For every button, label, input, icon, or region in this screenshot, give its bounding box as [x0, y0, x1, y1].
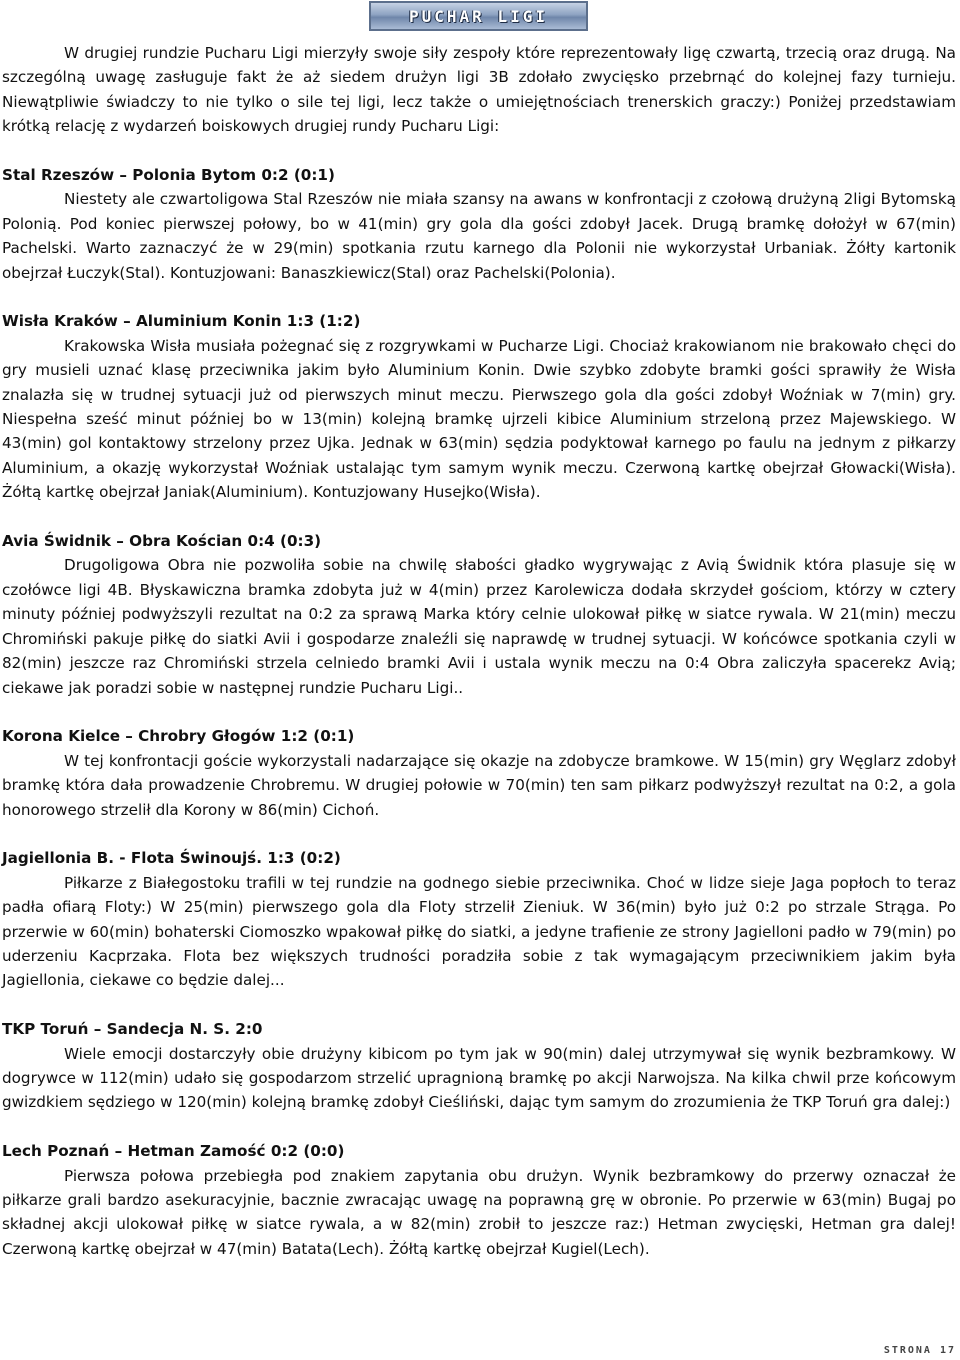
match-section-wisla-aluminium: [2, 309, 956, 504]
match-report: Piłkarze z Białegostoku trafili w tej rundzie na godnego siebie przeciwnika. Choć w lidze sieje Jaga popłoch to teraz padła ofiarą Floty:) W 25(min) pierwszego gola dla Floty strzelił Zieniuk. W 36(min) było już 0:2 po strzale Strąga. Po przerwie w 60(min) bohaterski Ciomoszko wpakował piłkę do siatki, a jedyne trafienie ze strony Jagielloni padło w 79(min) po uderzeniu Kacprzaka. Flota bez większych trudności poradziła sobie z tak wymagającym przeciwnikiem jakim była Jagiellonia, ciekawe co będzie dalej...: [2, 873, 956, 990]
match-section-avia-obra: [2, 529, 956, 700]
match-section-tkp-sandecja: [2, 1017, 956, 1115]
match-section-jagiellonia-flota: [2, 846, 956, 992]
page-number: STRONA 17: [883, 1345, 956, 1356]
match-report: Niestety ale czwartoligowa Stal Rzeszów nie miała szansy na awans w konfrontacji z czołową drużyną 2ligi Bytomską Polonią. Pod koniec pierwszej połowy, bo w 41(min) gry gola dla gości zdobył Jacek. Drugą bramkę dołożył w 67(min) Pachelski. Warto zaznaczyć że w 29(min) spotkania rzutu karnego dla Polonii nie wykorzystał Urbaniak. Żółty kartonik obejrzał Łuczyk(Stal). Kontuzjowani: Banaszkiewicz(Stal) oraz Pachelski(Polonia).: [2, 190, 956, 282]
header-title: PUCHAR LIGI: [409, 6, 548, 26]
page-header-banner: [369, 1, 588, 31]
match-report: Krakowska Wisła musiała pożegnać się z rozgrywkami w Pucharze Ligi. Chociaż krakowianom nie brakowało chęci do gry musieli uznać klasę przeciwnika jakim było Aluminium Konin. Dwie szybko zdobyte bramki gości sprawiły że Wisła znalazła się w trudnej sytuacji już od pierwszych minut meczu. Pierwszego gola dla gości zdobył Woźniak w 7(min) gry. Niespełna sześć minut później bo w 13(min) kolejną bramkę ujrzeli kibice Aluminium strzeloną przez Majewskiego. W 43(min) gol kontaktowy strzelony przez Ujka. Jednak w 63(min) sędzia podyktował karnego po faulu na jednym z piłkarzy Aluminium, a okazję wykorzystał Woźniak ustalając tym samym wynik meczu. Czerwoną kartkę obejrzał Głowacki(Wisła). Żółtą kartkę obejrzał Janiak(Aluminium). Kontuzjowany Husejko(Wisła).: [2, 336, 956, 502]
match-title: TKP Toruń – Sandecja N. S. 2:0: [2, 1020, 263, 1039]
article-body: [2, 41, 956, 1261]
match-title: Lech Poznań – Hetman Zamość 0:2 (0:0): [2, 1142, 345, 1161]
match-report: Drugoligowa Obra nie pozwoliła sobie na chwilę słabości gładko wygrywając z Avią Świdnik która plasuje się w czołówce ligi 4B. Błyskawiczna bramka zdobyta już w 4(min) przez Karolewicza dodała skrzydeł gościom, którzy w cztery minuty później podwyższyli rezultat na 0:2 za sprawą Marka który celnie ulokował piłkę w siatce rywala. W 21(min) meczu Chromiński pakuje piłkę do siatki Avii i gospodarze znaleźli się naprawdę w trudnej sytuacji. W końcówce spotkania czyli w 82(min) jeszcze raz Chromiński strzela celniedo bramki Avii i ustala wynik meczu na 0:4 Obra zaliczyła spacerekz Avią; ciekawe jak poradzi sobie w następnej rundzie Pucharu Ligi..: [2, 556, 956, 697]
match-report: W tej konfrontacji goście wykorzystali nadarzające się okazje na zdobycze bramkowe. W 15(min) gry Węglarz zdobył bramkę która dała prowadzenie Chrobremu. W drugiej połowie w 70(min) ten sam piłkarz podwyższył rezultat na 0:2, a gola honorowego strzelił dla Korony w 86(min) Cichoń.: [2, 751, 956, 819]
match-title: Avia Świdnik – Obra Kościan 0:4 (0:3): [2, 532, 322, 551]
match-section-stal-polonia: [2, 163, 956, 285]
match-title: Stal Rzeszów – Polonia Bytom 0:2 (0:1): [2, 166, 335, 185]
match-report: Wiele emocji dostarczyły obie drużyny kibicom po tym jak w 90(min) dalej utrzymywał się wynik bezbramkowy. W dogrywce w 112(min) udało się gospodarzom strzelić upragnioną bramkę po akcji Narwojsza. Na kilka chwil prze końcowym gwizdkiem sędziego w 120(min) kolejną bramkę zdobył Cieśliński, dając tym samym do zrozumienia że TKP Toruń gra dalej:): [2, 1044, 956, 1112]
match-title: Wisła Kraków – Aluminium Konin 1:3 (1:2): [2, 312, 361, 331]
match-section-korona-chrobry: [2, 724, 956, 822]
match-section-lech-hetman: [2, 1139, 956, 1261]
match-report: Pierwsza połowa przebiegła pod znakiem zapytania obu drużyn. Wynik bezbramkowy do przerwy oznaczał że piłkarze grali bardzo asekuracyjnie, bacznie zwracając uwagę na poprawną grę w obronie. Po przerwie w 63(min) Bugaj po składnej akcji ulokował piłkę w siatce rywala, a w 82(min) zrobił to jeszcze raz:) Hetman zwycięski, Hetman gra dalej! Czerwoną kartkę obejrzał w 47(min) Batata(Lech). Żółtą kartkę obejrzał Kugiel(Lech).: [2, 1166, 956, 1258]
match-title: Jagiellonia B. - Flota Świnoujś. 1:3 (0:2): [2, 849, 341, 868]
intro-paragraph: W drugiej rundzie Pucharu Ligi mierzyły swoje siły zespoły które reprezentowały ligę czwartą, trzecią oraz drugą. Na szczególną uwagę zasługuje fakt że aż siedem drużyn ligi 3B zdołało zwycięsko przebrnąć do kolejnej fazy turnieju. Niewątpliwie świadczy to nie tylko o sile tej ligi, lecz także o umiejętnościach trenerskich graczy:) Poniżej przedstawiam krótką relację z wydarzeń boiskowych drugiej rundy Pucharu Ligi:: [2, 44, 956, 136]
match-title: Korona Kielce – Chrobry Głogów 1:2 (0:1): [2, 727, 355, 746]
